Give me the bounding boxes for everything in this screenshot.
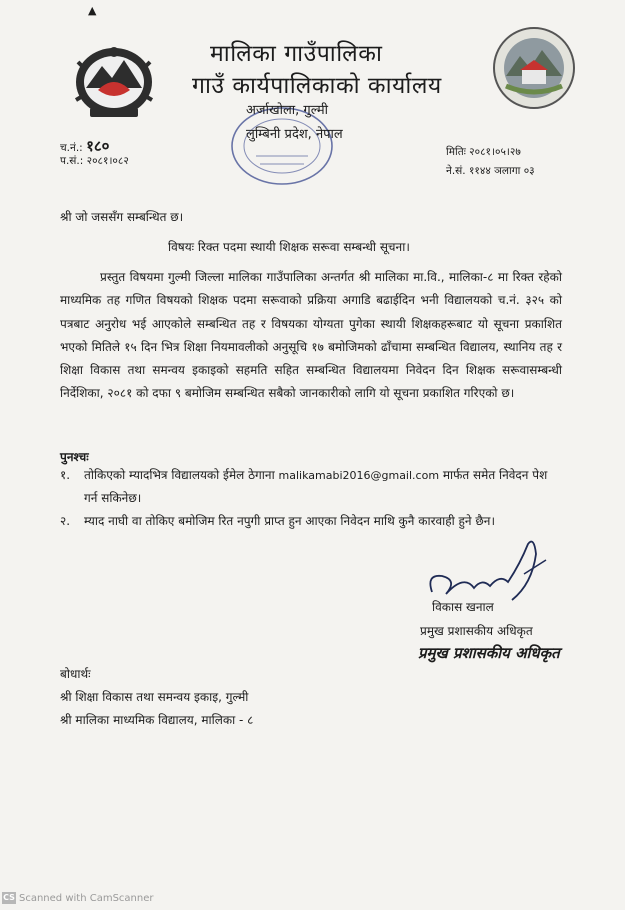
office-name: मालिका गाउँपालिका xyxy=(210,41,383,67)
location-district: अर्जाखोला, गुल्मी xyxy=(246,103,328,118)
corner-mark: ▲ xyxy=(88,4,97,17)
handwritten-signature-icon xyxy=(424,534,554,606)
scanner-watermark xyxy=(2,892,154,904)
item-text-cont: मार्फत समेत निवेदन पेश गर्न सकिनेछ। xyxy=(84,468,548,505)
designation-stamp: प्रमुख प्रशासकीय अधिकृत xyxy=(418,644,560,662)
chalani-label: च.नं.: xyxy=(60,142,83,154)
postscript-item-1 xyxy=(60,464,560,510)
body-paragraph: प्रस्तुत विषयमा गुल्मी जिल्ला मालिका गाउँपालिका अन्तर्गत श्री मालिका मा.वि., मालिका-८ मा रिक्त रहेको माध्यमिक तह गणित विषयको शिक्षक पदमा सरूवाको प्रक्रिया अगाडि बढाईदिन भनी विद्यालयको च.नं. ३२५ को पत्रबाट अनुरोध भई आएकोले सम्बन्धित तह र विषयका योग्यता पुगेका स्थायी शिक्षकहरूबाट यो सूचना प्रकाशित भएको मितिले १५ दिन भित्र शिक्षा नियमावलीको अनुसूचि १७ बमोजिमको ढाँचामा सम्बन्धित विद्यालय, स्थानिय तह र शिक्षा विकास तथा समन्वय इकाइको सहमति सहित सम्बन्धित विद्यालयमा निवेदन दिन शिक्षक सरूवासम्बन्धी निर्देशिका, २०८१ को दफा ९ बमोजिम सम्बन्धित सबैको जानकारीको लागि यो सूचना प्रकाशित गरिएको छ। xyxy=(60,270,562,401)
item-number: १. xyxy=(60,468,71,482)
addressee: श्री जो जससँग सम्बन्धित छ। xyxy=(60,210,184,224)
date-nepal-sambat: ने.सं. ११४४ ञलागा ०३ xyxy=(446,165,535,177)
nepal-emblem-icon xyxy=(68,40,160,122)
postscript-label: पुनश्चः xyxy=(60,450,89,464)
item-number: २. xyxy=(60,514,71,528)
patra-sankhya: प.सं.: २०८१।०८२ xyxy=(60,155,129,167)
chalani-number xyxy=(60,136,109,156)
cc-recipient: श्री मालिका माध्यमिक विद्यालय, मालिका - ८ xyxy=(60,713,254,727)
school-email: malikamabi2016@gmail.com xyxy=(278,469,440,482)
municipality-logo-icon xyxy=(492,26,576,110)
cc-label: बोधार्थः xyxy=(60,667,91,681)
subject-line: विषयः रिक्त पदमा स्थायी शिक्षक सरूवा सम्बन्धी सूचना। xyxy=(168,240,410,254)
camscanner-logo-icon: CS xyxy=(3,893,15,902)
date-bs: मितिः २०८१।०५।२७ xyxy=(446,146,521,158)
item-text: तोकिएको म्यादभित्र विद्यालयको ईमेल ठेगाना xyxy=(84,468,275,482)
postscript-item-2 xyxy=(60,510,560,533)
scanner-note: Scanned with CamScanner xyxy=(19,893,154,904)
location-province: लुम्बिनी प्रदेश, नेपाल xyxy=(246,127,343,142)
item-text: म्याद नाघी वा तोकिए बमोजिम रित नपुगी प्राप्त हुन आएका निवेदन माथि कुनै कारवाही हुने छैन। xyxy=(84,514,496,528)
signatory-title: प्रमुख प्रशासकीय अधिकृत xyxy=(420,624,533,638)
signatory-name: विकास खनाल xyxy=(432,600,494,614)
office-type: गाउँ कार्यपालिकाको कार्यालय xyxy=(192,73,442,99)
cc-recipient: श्री शिक्षा विकास तथा समन्वय इकाइ, गुल्मी xyxy=(60,690,249,704)
chalani-value: १८० xyxy=(86,137,110,155)
